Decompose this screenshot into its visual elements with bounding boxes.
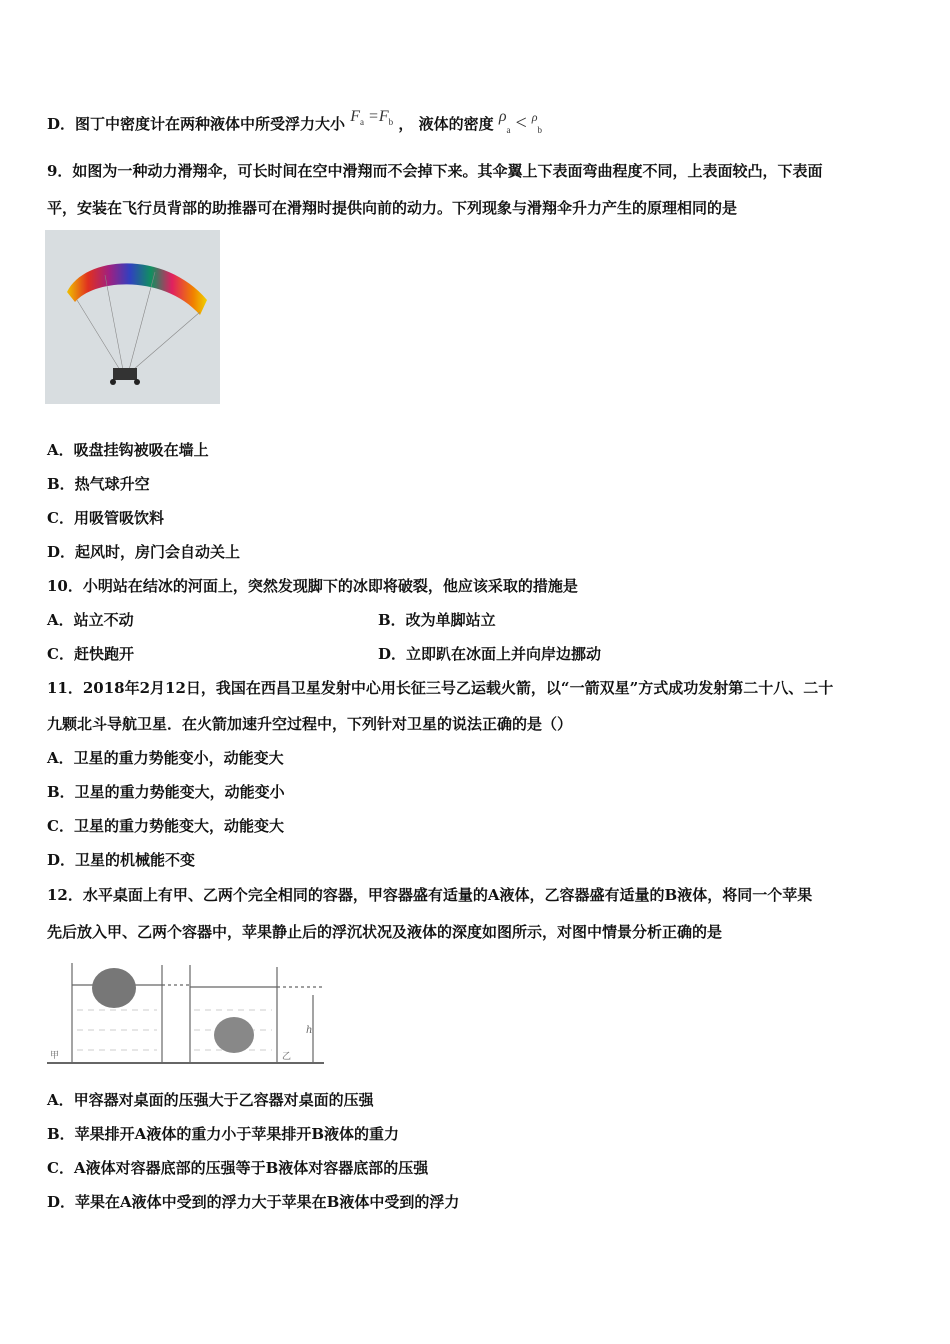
q11-stem-line2: 九颗北斗导航卫星．在火箭加速升空过程中，下列针对卫星的说法正确的是（） <box>47 715 573 733</box>
q11-option-b: B．卫星的重力势能变大，动能变小 <box>47 783 285 801</box>
q11-stem-line1: 11．2018年2月12日，我国在西昌卫星发射中心用长征三号乙运载火箭，以“一箭双星”方式成功发射第二十八、二十 <box>47 679 834 697</box>
apple-floating <box>92 968 136 1008</box>
q10-option-a: A．站立不动 <box>47 611 134 629</box>
q11-option-c: C．卫星的重力势能变大，动能变大 <box>47 817 284 835</box>
symbol: F <box>378 108 389 125</box>
q9-stem-line1: 9．如图为一种动力滑翔伞，可长时间在空中滑翔而不会掉下来。其伞翼上下表面弯曲程度不同，上表面较凸，下表面 <box>47 162 823 180</box>
q10-option-c: C．赶快跑开 <box>47 645 134 663</box>
label-right: 乙 <box>282 1052 292 1062</box>
subscript: b <box>537 125 543 136</box>
q9-option-a: A．吸盘挂钩被吸在墙上 <box>47 441 209 459</box>
label-height: h <box>306 1025 313 1036</box>
subscript: a <box>506 125 511 136</box>
q10-option-d: D．立即趴在冰面上并向岸边挪动 <box>378 645 602 663</box>
apple-suspended <box>214 1017 254 1053</box>
q11-option-d: D．卫星的机械能不变 <box>47 851 196 869</box>
q8-option-d <box>47 108 543 140</box>
symbol: < <box>510 112 532 134</box>
option-text: D．图丁中密度计在两种液体中所受浮力大小 <box>47 115 346 133</box>
symbol: ρ <box>498 108 507 125</box>
q12-option-c: C．A液体对容器底部的压强等于B液体对容器底部的压强 <box>47 1159 429 1177</box>
apple-containers-figure <box>42 955 327 1073</box>
q12-option-a: A．甲容器对桌面的压强大于乙容器对桌面的压强 <box>47 1091 374 1109</box>
q9-stem-line2: 平，安装在飞行员背部的助推器可在滑翔时提供向前的动力。下列现象与滑翔伞升力产生的原理相同的是 <box>47 199 738 217</box>
q12-stem-line1: 12．水平桌面上有甲、乙两个完全相同的容器，甲容器盛有适量的A液体，乙容器盛有适量的B液体，将同一个苹果 <box>47 886 813 904</box>
q10-option-b: B．改为单脚站立 <box>378 611 496 629</box>
symbol: = <box>364 108 379 125</box>
q12-option-b: B．苹果排开A液体的重力小于苹果排开B液体的重力 <box>47 1125 399 1143</box>
paraglider-image <box>45 230 220 404</box>
q11-option-a: A．卫星的重力势能变小，动能变大 <box>47 749 284 767</box>
formula-force <box>350 108 394 128</box>
symbol: ρ <box>531 110 538 124</box>
q9-option-d: D．起风时，房门会自动关上 <box>47 543 241 561</box>
symbol: F <box>350 108 361 125</box>
formula-density <box>498 108 543 136</box>
q12-stem-line2: 先后放入甲、乙两个容器中，苹果静止后的浮沉状况及液体的深度如图所示，对图中情景分析正确的是 <box>47 923 723 941</box>
label-left: 甲 <box>50 1051 60 1061</box>
q9-option-c: C．用吸管吸饮料 <box>47 509 164 527</box>
q10-stem: 10．小明站在结冰的河面上，突然发现脚下的冰即将破裂，他应该采取的措施是 <box>47 577 578 595</box>
q12-option-d: D．苹果在A液体中受到的浮力大于苹果在B液体中受到的浮力 <box>47 1193 460 1211</box>
q9-option-b: B．热气球升空 <box>47 475 150 493</box>
subscript: a <box>360 117 365 128</box>
option-text: ， 液体的密度 <box>398 115 494 133</box>
subscript: b <box>388 117 394 128</box>
